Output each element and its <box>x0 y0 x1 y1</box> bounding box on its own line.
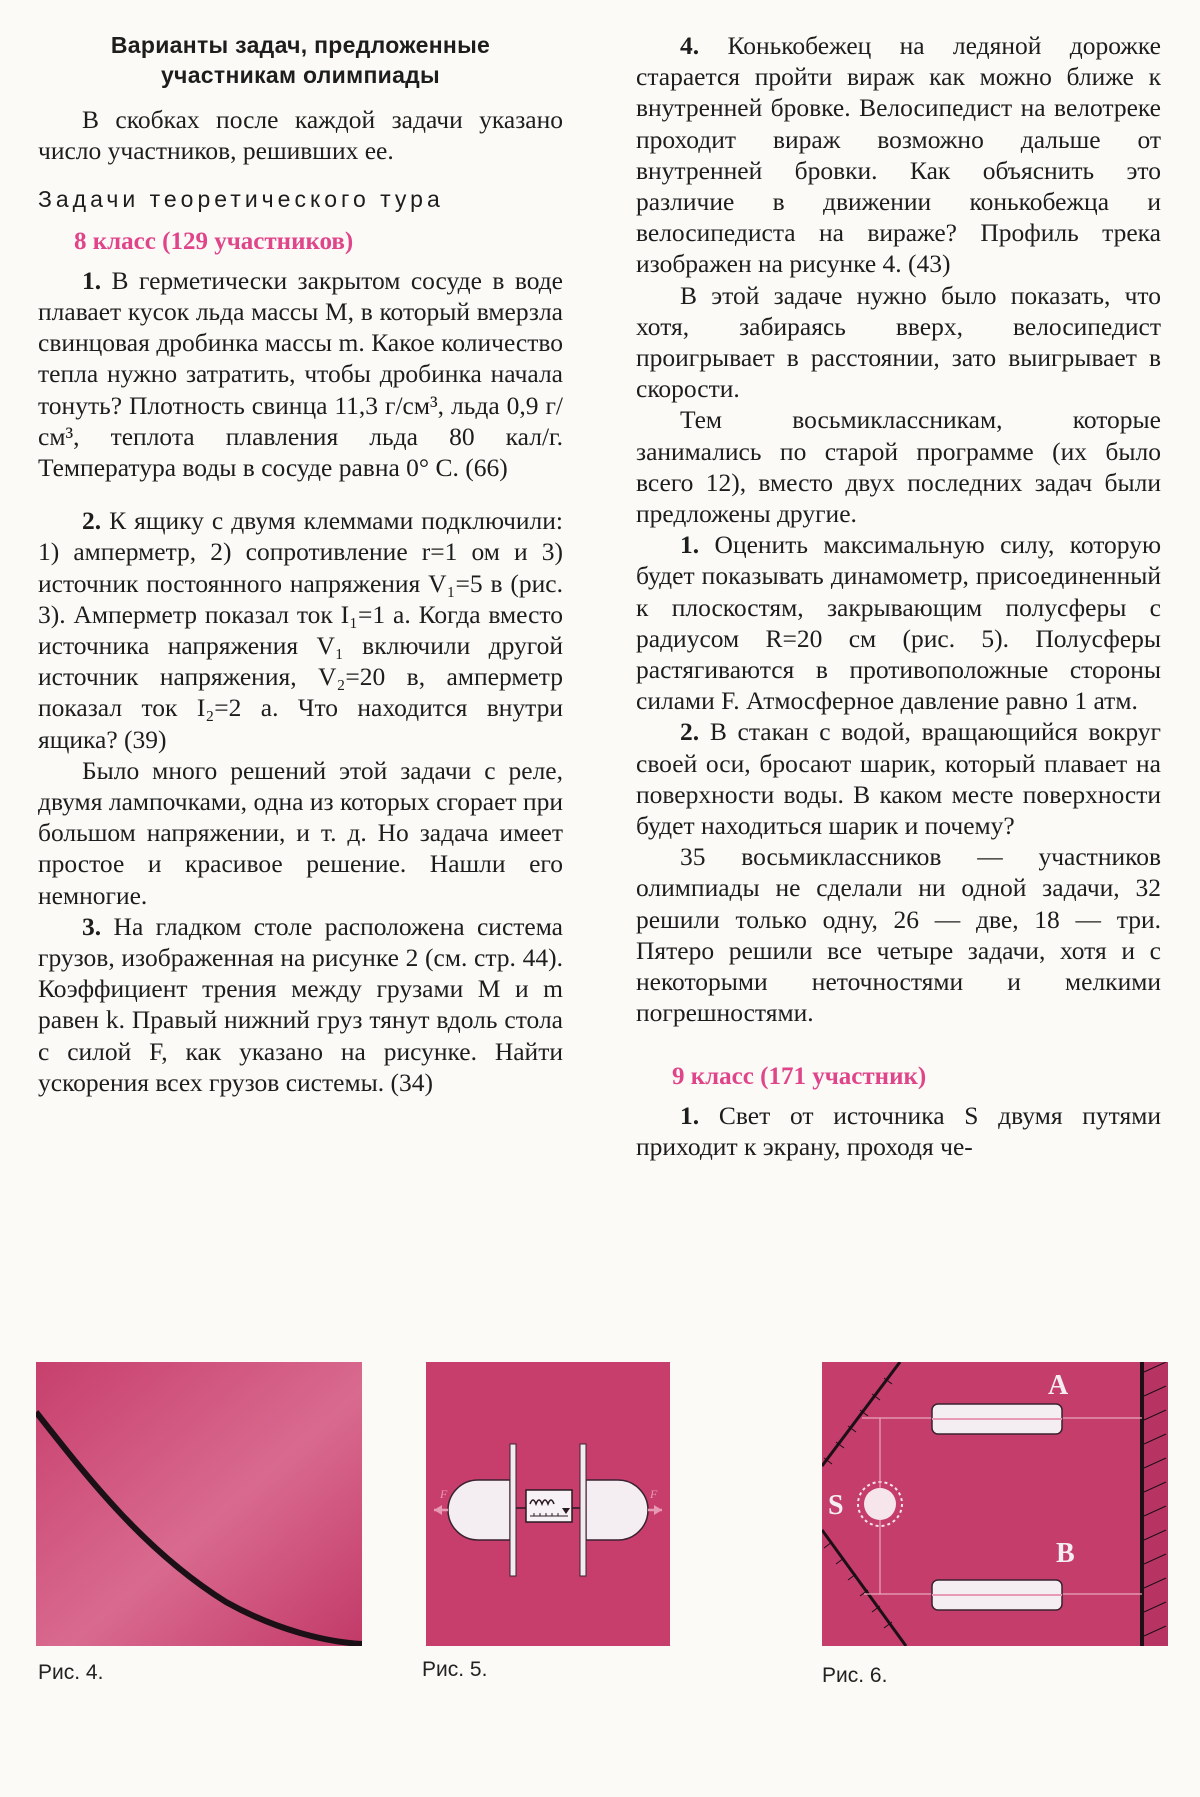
right-hemisphere <box>586 1480 648 1540</box>
problem-number: 3. <box>82 911 102 941</box>
problem-number: 2. <box>82 506 102 536</box>
grade-8-heading: 8 класс (129 участников) <box>74 227 354 255</box>
heading-line-2: участникам олимпиады <box>160 62 441 88</box>
light-paths-illustration <box>822 1362 1168 1646</box>
intro-paragraph: В скобках после каждой задачи указано число участников, решивших ее. <box>38 105 563 166</box>
left-plate <box>510 1444 516 1576</box>
page-heading <box>38 30 563 90</box>
figure-4-caption: Рис. 4. <box>38 1661 104 1684</box>
problem-text: В герметически закрытом сосуде в воде плавает кусок льда массы M, в который вмерзла свинцовая дробинка массы m. Какое количество тепла нужно затратить, чтобы дробинка начала тонуть? Плотность свинца 11,3 г/см³, льда 0,9 г/см³, теплота плавления льда 80 кал/г. Температура воды в сосуде равна 0° С. (66) <box>38 265 564 483</box>
tour-title: Задачи теоретического тура <box>38 186 444 213</box>
alt-problem-1 <box>636 529 1161 716</box>
problem-text: Конькобежец на ледяной дорожке старается пройти вираж как можно ближе к внутренней бровке. Велосипедист на велотреке проходит вираж возможно дальше от внутренней бровки. Как объяснить это различие в движении конькобежца и велосипедиста на вираже? Профиль трека изображен на рисунке 4. (43) <box>636 31 1161 279</box>
light-source <box>864 1488 896 1520</box>
problem-text: Свет от источника S двумя путями приходит к экрану, проходя че- <box>636 1100 1162 1161</box>
problem-8-4-comment: В этой задаче нужно было показать, что хотя, забираясь вверх, велосипедист проигрывает в расстоянии, зато выигрывает в скорости. <box>636 280 1161 404</box>
dynamometer <box>526 1490 572 1522</box>
problem-number: 1. <box>680 530 700 560</box>
problem-number: 1. <box>82 265 102 295</box>
old-program-note: Тем восьмиклассникам, которые занимались по старой программе (их было всего 12), вместо двух последних задач были предложены другие. <box>636 405 1161 529</box>
problem-text: На гладком столе расположена система грузов, изображенная на рисунке 2 (см. стр. 44). Коэффициент трения между грузами M и m равен k. Правый нижний груз тянут вдоль стола с силой F, как указано на рисунке. Найти ускорения всех грузов системы. (34) <box>38 911 564 1097</box>
problem-number: 1. <box>680 1100 700 1130</box>
left-column <box>38 30 563 1098</box>
heading-line-1: Варианты задач, предложенные <box>110 32 491 58</box>
figure-4 <box>36 1362 362 1646</box>
right-plate <box>580 1444 586 1576</box>
hemispheres-illustration <box>426 1362 670 1646</box>
alt-problem-2 <box>636 716 1161 841</box>
problem-8-1 <box>38 265 563 483</box>
label-s: S <box>828 1490 844 1521</box>
label-b: B <box>1056 1538 1075 1569</box>
grade-8-stats: 35 восьмиклассников — участников олимпиады не сделали ни одной задачи, 32 решили только одну, 26 — две, 18 — три. Пятеро решили все четыре задачи, хотя и с некоторыми неточностями и мелкими погрешностями. <box>636 842 1161 1028</box>
right-force-label: F <box>650 1487 658 1501</box>
left-force-label: F <box>440 1487 448 1501</box>
problem-text: К ящику с двумя клеммами подключили: 1) амперметр, 2) сопротивление r=1 ом и 3) источник постоянного напряжения V₁=5 в (рис. 3). Амперметр показал ток I₁=1 а. Когда вместо источника напряжения V₁ включили другой источник напряжения, V₂=20 в, амперметр показал ток I₂=2 а. Что находится внутри ящика? (39) <box>38 506 563 754</box>
figure-6 <box>822 1362 1168 1646</box>
figure-5-caption: Рис. 5. <box>422 1658 488 1681</box>
label-a: A <box>1048 1370 1069 1401</box>
problem-8-4 <box>636 30 1161 280</box>
grade-9-heading: 9 класс (171 участник) <box>672 1062 927 1090</box>
problem-number: 4. <box>680 31 700 60</box>
problem-text: Оценить максимальную силу, которую будет показывать динамометр, присоединенный к плоскостям, закрывающим полусферы с радиусом R=20 см (рис. 5). Полусферы растягиваются в противоположные стороны силами F. Атмосферное давление равно 1 атм. <box>636 530 1162 716</box>
problem-8-2-comment: Было много решений этой задачи с реле, двумя лампочками, одна из которых сгорает при большом напряжении, и т. д. Но задача имеет простое и красивое решение. Нашли его немногие. <box>38 755 563 910</box>
problem-number: 2. <box>680 717 700 747</box>
figure-background <box>36 1362 362 1646</box>
right-column <box>636 30 1161 1162</box>
problem-8-2 <box>38 505 563 755</box>
problem-9-1 <box>636 1100 1161 1162</box>
figure-5 <box>426 1362 670 1646</box>
track-profile-illustration <box>36 1362 362 1646</box>
figure-6-caption: Рис. 6. <box>822 1664 888 1687</box>
left-hemisphere <box>448 1480 510 1540</box>
problem-text: В стакан с водой, вращающийся вокруг своей оси, бросают шарик, который плавает на поверхности воды. В каком месте поверхности будет находиться шарик и почему? <box>636 717 1162 841</box>
problem-8-3 <box>38 911 563 1098</box>
